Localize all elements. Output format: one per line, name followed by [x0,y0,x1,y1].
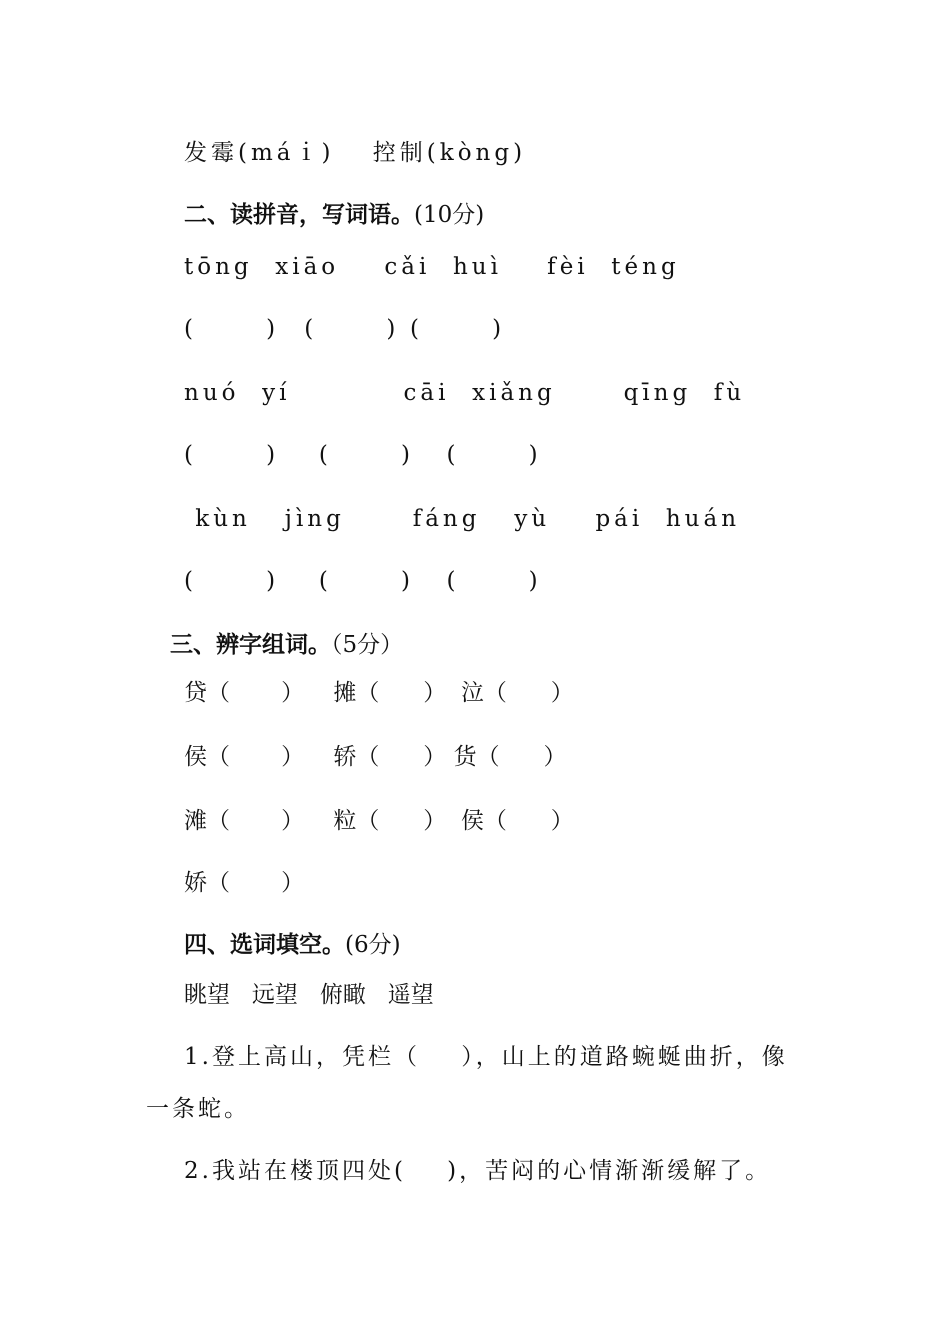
char-row-1: 贷（ ） 摊（ ） 泣（ ） [184,680,574,706]
pinyin-row-3: kùn jìng fáng yù pái huán [184,506,741,532]
section-3-points: （5分） [331,632,404,658]
blank-row-2: ( ) ( ) ( ) [184,442,538,468]
section-2-title: 二、读拼音，写词语。 [184,201,414,228]
blank-row-1: ( ) ( ) ( ) [184,316,502,342]
section-3-heading [170,630,403,660]
question-1-line-1: 1.登上高山，凭栏（ ），山上的道路蜿蜒曲折，像 [184,1044,788,1070]
blank-row-3: ( ) ( ) ( ) [184,568,538,594]
section-2-points: (10分) [414,202,485,228]
question-2: 2.我站在楼顶四处( )，苦闷的心情渐渐缓解了。 [184,1158,772,1184]
char-row-4: 娇（ ） [184,870,305,896]
section-4-points: (6分) [345,932,401,958]
question-1-line-2: 一条蛇。 [146,1096,250,1122]
pinyin-answer-line: 发霉(máｉ) 控制(kòng) [184,140,527,166]
char-row-2: 侯（ ） 轿（ ） 货（ ） [184,744,567,770]
pinyin-row-2: nuó yí cāi xiǎng qīng fù [184,380,746,406]
section-3-title: 三、辨字组词。 [170,631,331,658]
section-2-heading [184,200,484,230]
section-4-title: 四、选词填空。 [184,931,345,958]
pinyin-row-1: tōng xiāo cǎi huì fèi téng [184,254,680,280]
section-4-heading [184,930,401,960]
char-row-3: 滩（ ） 粒（ ） 侯（ ） [184,808,574,834]
word-choices: 眺望 远望 俯瞰 遥望 [184,982,434,1008]
